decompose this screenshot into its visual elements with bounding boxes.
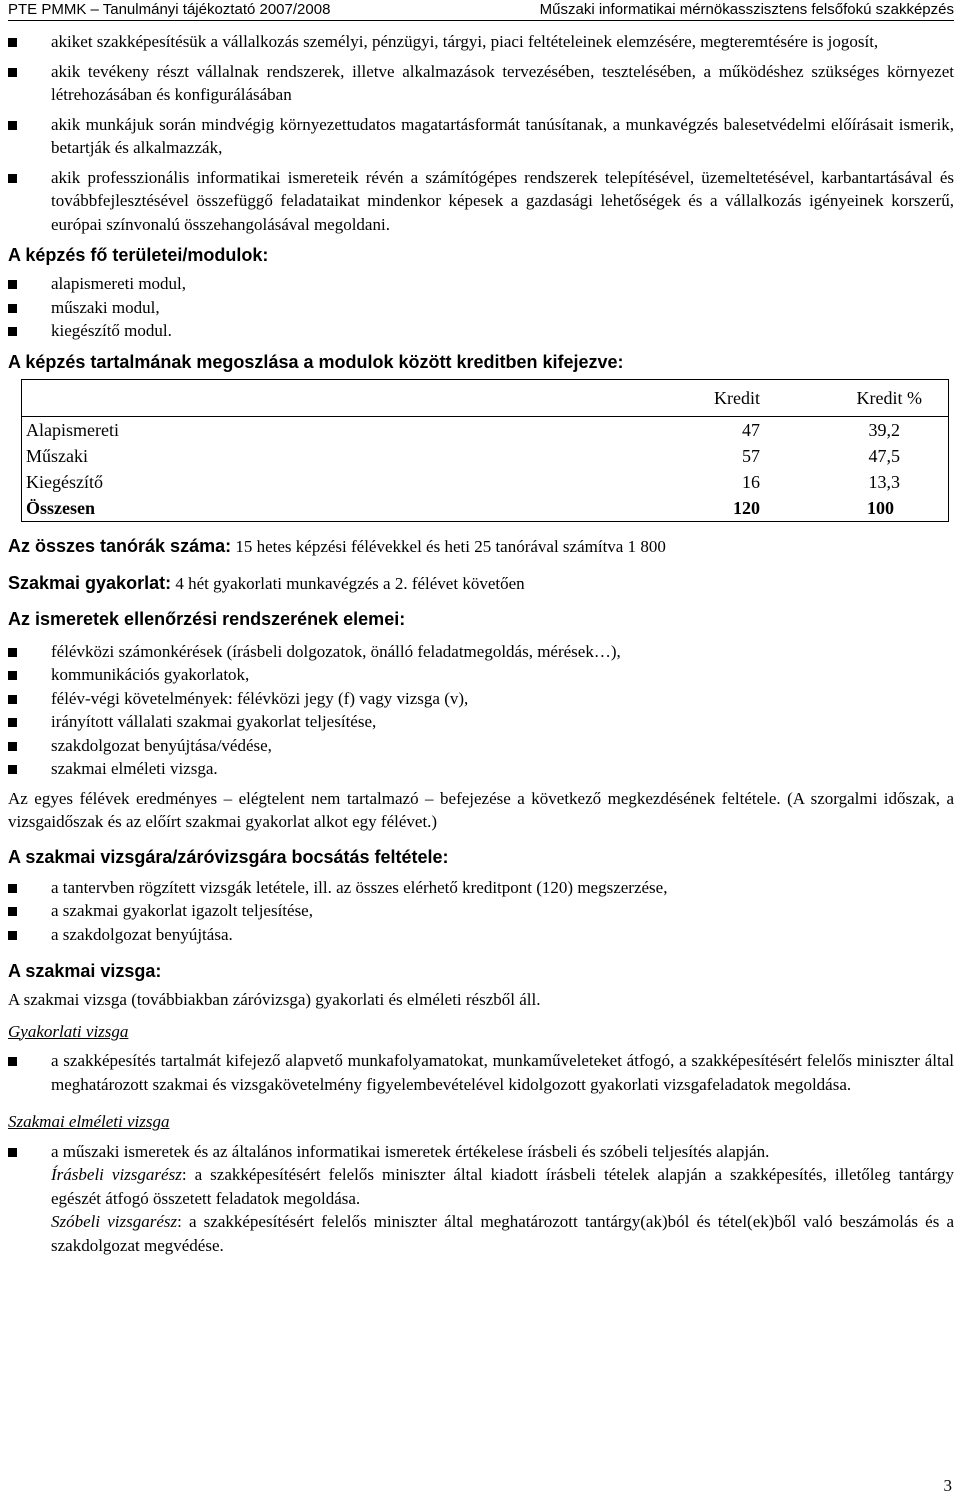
vizsga-text: A szakmai vizsga (továbbiakban záróvizsga) gyakorlati és elméleti részből áll. (8, 990, 541, 1009)
list-item: félév-végi követelmények: félévközi jegy (f) vagy vizsga (v), (8, 687, 954, 711)
table-row: Alapismereti 47 39,2 (22, 416, 949, 443)
bullet-icon (8, 718, 17, 727)
list-item: kiegészítő modul. (8, 319, 954, 343)
gyakorlati-vizsga-title: Gyakorlati vizsga (8, 1021, 129, 1041)
list-item: a szakdolgozat benyújtása. (8, 923, 954, 947)
list-item: a tantervben rögzített vizsgák letétele, ill. az összes elérhető kreditpont (120) megszerzése, (8, 876, 954, 900)
ellenorzes-list (8, 640, 954, 781)
list-item: a szakképesítés tartalmát kifejező alapvető munkafolyamatokat, munkaműveleteket átfogó, a szakképesítésért felelős miniszter által meghatározott szakmai és vizsgakövetelmény figyelembevételével kidolgozott gyakorlati vizsgafeladatok megoldása. (8, 1049, 954, 1096)
elmeleti-vizsga-list (8, 1140, 954, 1164)
gyakorlati-vizsga-list (8, 1049, 954, 1096)
list-item: akik tevékeny részt vállalnak rendszerek, illetve alkalmazások tervezésében, tesztelésében, a működéshez szükséges környezet létrehozásában és konfigurálásában (8, 60, 954, 107)
ellenorzes-heading: Az ismeretek ellenőrzési rendszerének elemei: (8, 608, 406, 629)
bullet-icon (8, 68, 17, 77)
header-right: Műszaki informatikai mérnökasszisztens felsőfokú szakképzés (539, 1, 954, 18)
col-header-pct: Kredit % (798, 379, 949, 416)
bocsatas-list (8, 876, 954, 947)
intro-list (8, 30, 954, 236)
list-item: alapismereti modul, (8, 272, 954, 296)
list-item: szakdolgozat benyújtása/védése, (8, 734, 954, 758)
list-item: irányított vállalati szakmai gyakorlat teljesítése, (8, 710, 954, 734)
credits-table (21, 379, 949, 522)
document-body (8, 30, 954, 1257)
bullet-icon (8, 304, 17, 313)
bullet-icon (8, 1057, 17, 1066)
ellenorzes-note: Az egyes félévek eredményes – elégtelent nem tartalmazó – befejezése a következő megkezdésének feltétele. (A szorgalmi időszak, a vizsgaidőszak és az előírt szakmai gyakorlat alkot egy félévet.) (8, 788, 954, 831)
vizsga-heading: A szakmai vizsga: (8, 961, 162, 981)
list-item: félévközi számonkérések (írásbeli dolgozatok, önálló feladatmegoldás, mérések…), (8, 640, 954, 664)
bullet-icon (8, 765, 17, 774)
bullet-icon (8, 907, 17, 916)
list-item: akik munkájuk során mindvégig környezettudatos magatartásformát tanúsítanak, a munkavégzés balesetvédelmi előírásait ismerik, betartják és alkalmazzák, (8, 113, 954, 160)
list-item: kommunikációs gyakorlatok, (8, 663, 954, 687)
table-row-total: Összesen 120 100 (22, 495, 949, 522)
bullet-icon (8, 742, 17, 751)
bullet-icon (8, 174, 17, 183)
header-left: PTE PMMK – Tanulmányi tájékoztató 2007/2008 (8, 1, 331, 18)
page-number: 3 (943, 1476, 952, 1495)
bullet-icon (8, 671, 17, 680)
bocsatas-heading: A szakmai vizsgára/záróvizsgára bocsátás feltétele: (8, 846, 449, 867)
page-header (8, 0, 954, 21)
modules-heading: A képzés fő területei/modulok: (8, 245, 269, 265)
bullet-icon (8, 280, 17, 289)
credits-heading: A képzés tartalmának megoszlása a modulok között kreditben kifejezve: (8, 351, 624, 372)
bullet-icon (8, 884, 17, 893)
bullet-icon (8, 931, 17, 940)
list-item: műszaki modul, (8, 296, 954, 320)
bullet-icon (8, 327, 17, 336)
irasbeli-vizsgaresz: Írásbeli vizsgarész: a szakképesítésért felelős miniszter által kiadott írásbeli tételek alapján a szakképesítés, illetőleg tantárgy egészét átfogó összetett feladatok megoldása. (51, 1165, 955, 1208)
bullet-icon (8, 121, 17, 130)
modules-list (8, 272, 954, 343)
list-item: a műszaki ismeretek és az általános informatikai ismeretek értékelese írásbeli és szóbeli teljesítés alapján. (8, 1140, 954, 1164)
table-row: Kiegészítő 16 13,3 (22, 469, 949, 495)
bullet-icon (8, 1148, 17, 1157)
col-header-kredit: Kredit (636, 379, 798, 416)
gyakorlat-line: Szakmai gyakorlat: 4 hét gyakorlati munkavégzés a 2. félévet követően (8, 572, 525, 593)
list-item: akik professzionális informatikai ismereteik révén a számítógépes rendszerek telepítésével, üzemeltetésével, karbantartásával és továbbfejlesztésével összefüggő feladataikat mindenkor képesek a gazdasági lehetőségek és a vállalkozás igényeinek korszerű, európai színvonalú összehangolásával megoldani. (8, 166, 954, 237)
bullet-icon (8, 38, 17, 47)
list-item: a szakmai gyakorlat igazolt teljesítése, (8, 899, 954, 923)
tanorak-line: Az összes tanórák száma: 15 hetes képzési félévekkel és heti 25 tanórával számítva 1 800 (8, 535, 666, 556)
szobeli-vizsgaresz: Szóbeli vizsgarész: a szakképesítésért felelős miniszter által meghatározott tantárgy(ak)ból és tétel(ek)ből való beszámolás és a szakdolgozat megvédése. (51, 1212, 954, 1255)
list-item: akiket szakképesítésük a vállalkozás személyi, pénzügyi, tárgyi, piaci feltételeinek elemzésére, megteremtésére is jogosít, (8, 30, 954, 54)
list-item: szakmai elméleti vizsga. (8, 757, 954, 781)
bullet-icon (8, 648, 17, 657)
bullet-icon (8, 695, 17, 704)
elmeleti-vizsga-title: Szakmai elméleti vizsga (8, 1112, 170, 1131)
table-row: Műszaki 57 47,5 (22, 443, 949, 469)
